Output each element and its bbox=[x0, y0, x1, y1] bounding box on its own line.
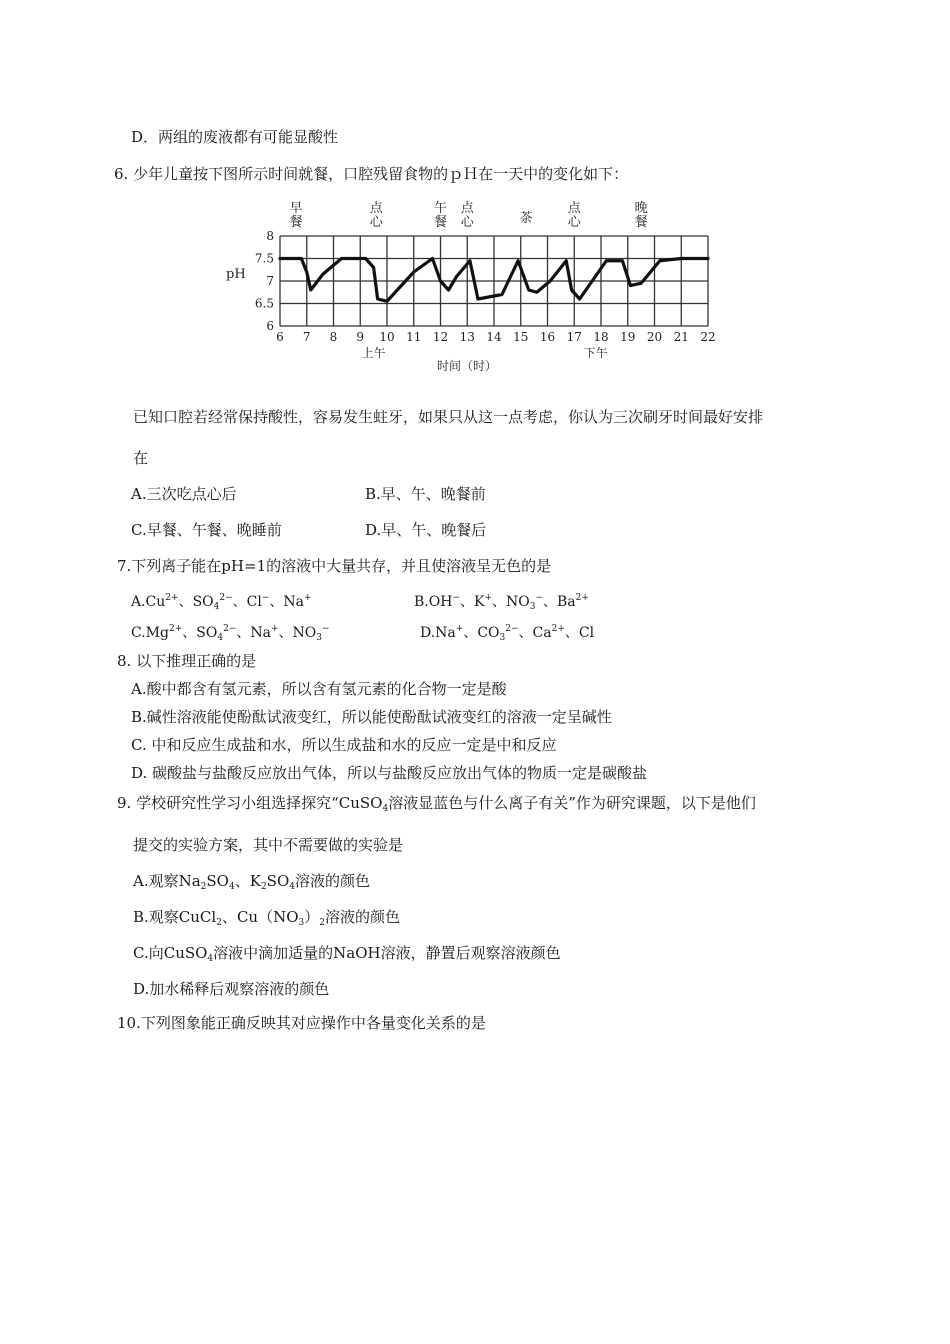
q6-option-b: B.早、午、晚餐前 bbox=[365, 485, 486, 503]
q7-option-a: $A.Cu^{2+}$、$SO_4^{2-}$、Cl−、Na+ bbox=[131, 593, 312, 612]
x-tick-label: 6 bbox=[276, 330, 284, 344]
meal-label: 晚 bbox=[634, 201, 648, 216]
meal-label: 点 bbox=[460, 201, 474, 216]
q9-option-b: B.观察CuCl$_2$、$Cu(NO_3)_2$溶液的颜色 bbox=[133, 908, 401, 928]
x-tick-label: 19 bbox=[620, 330, 636, 344]
x-tick-label: 22 bbox=[700, 330, 716, 344]
y-tick-label: 6.5 bbox=[254, 296, 274, 311]
q7-option-b: B.OH−、K+、$NO_3^-$、$Ba^{2+}$ bbox=[414, 593, 589, 612]
meal-labels bbox=[290, 200, 648, 230]
meal-label: 点 bbox=[369, 201, 383, 216]
q8-option-d: D. 碳酸盐与盐酸反应放出气体，所以与盐酸反应放出气体的物质一定是碳酸盐 bbox=[131, 764, 648, 782]
x-tick-label: 11 bbox=[406, 330, 422, 344]
q6-option-d: D.早、午、晚餐后 bbox=[365, 521, 487, 539]
ph-chart bbox=[222, 198, 742, 380]
meal-label: 心 bbox=[567, 215, 581, 230]
meal-label: 点 bbox=[567, 201, 581, 216]
y-tick-labels bbox=[255, 229, 274, 333]
q6-option-a: A.三次吃点心后 bbox=[131, 485, 237, 503]
x-tick-label: 18 bbox=[593, 330, 609, 344]
x-tick-label: 20 bbox=[646, 330, 663, 344]
q7-stem: 7.下列离子能在pH=1的溶液中大量共存，并且使溶液呈无色的是 bbox=[117, 557, 552, 575]
period-labels bbox=[362, 345, 608, 360]
q8-option-c: C. 中和反应生成盐和水，所以生成盐和水的反应一定是中和反应 bbox=[131, 736, 557, 754]
meal-label: 餐 bbox=[634, 215, 648, 230]
period-label: 上午 bbox=[361, 346, 386, 360]
meal-label: 餐 bbox=[289, 215, 303, 230]
x-tick-label: 14 bbox=[486, 330, 502, 344]
meal-label: 心 bbox=[460, 215, 474, 230]
meal-label: 早 bbox=[289, 201, 303, 216]
y-axis-label: pH bbox=[226, 267, 246, 282]
q7-option-c: $C.Mg^{2+}$、$SO_4^{2-}$、Na+、$NO_3^-$ bbox=[131, 624, 330, 643]
y-tick-label: 7 bbox=[266, 274, 274, 288]
meal-label: 茶 bbox=[519, 211, 533, 226]
x-tick-label: 13 bbox=[459, 330, 475, 344]
q9-option-c: C.向CuSO$_4$溶液中滴加适量的NaOH溶液，静置后观察溶液颜色 bbox=[133, 944, 561, 964]
meal-label: 午 bbox=[433, 201, 448, 216]
q10-stem: 10.下列图象能正确反映其对应操作中各量变化关系的是 bbox=[117, 1014, 486, 1032]
x-tick-label: 15 bbox=[513, 330, 529, 344]
q9-stem-line2: 提交的实验方案，其中不需要做的实验是 bbox=[133, 836, 404, 854]
y-tick-label: 8 bbox=[266, 229, 274, 243]
period-label: 下午 bbox=[583, 346, 608, 360]
q6-body-line2: 在 bbox=[133, 449, 149, 467]
q6-stem: 6. 少年儿童按下图所示时间就餐，口腔残留食物的ｐＨ在一天中的变化如下： bbox=[114, 165, 629, 183]
q8-stem: 8. 以下推理正确的是 bbox=[117, 652, 257, 670]
x-tick-label: 9 bbox=[356, 330, 365, 344]
q9-option-d: D.加水稀释后观察溶液的颜色 bbox=[133, 980, 330, 998]
x-tick-label: 12 bbox=[432, 330, 449, 344]
q9-stem: 9. 学校研究性学习小组选择探究“CuSO$_4$溶液显蓝色与什么离子有关”作为研究课题，以下是他们 bbox=[117, 794, 756, 814]
x-tick-label: 17 bbox=[566, 330, 582, 344]
meal-label: 心 bbox=[369, 215, 383, 230]
x-tick-label: 10 bbox=[379, 330, 395, 344]
q7-option-d: D.Na+、$CO_3^{2-}$、$Ca^{2+}$、Cl bbox=[420, 624, 595, 643]
q6-body-line1: 已知口腔若经常保持酸性，容易发生蛀牙，如果只从这一点考虑，你认为三次刷牙时间最好安排 bbox=[133, 408, 764, 426]
y-tick-label: 7.5 bbox=[254, 251, 274, 266]
x-tick-label: 16 bbox=[539, 330, 556, 344]
x-tick-label: 21 bbox=[673, 330, 689, 344]
x-tick-label: 8 bbox=[329, 330, 338, 344]
x-axis-label: 时间（时） bbox=[436, 359, 498, 373]
x-tick-label: 7 bbox=[302, 330, 311, 344]
q5-option-d: D．两组的废液都有可能显酸性 bbox=[131, 128, 339, 146]
q6-option-c: C.早餐、午餐、晚睡前 bbox=[131, 521, 282, 539]
q8-option-a: A.酸中都含有氢元素，所以含有氢元素的化合物一定是酸 bbox=[131, 680, 507, 698]
x-tick-labels bbox=[276, 330, 715, 344]
y-tick-label: 6 bbox=[266, 319, 274, 333]
q9-option-a: A.观察$Na_2SO_4$、$K_2SO_4$溶液的颜色 bbox=[133, 872, 370, 892]
meal-label: 餐 bbox=[433, 215, 448, 230]
q8-option-b: B.碱性溶液能使酚酞试液变红，所以能使酚酞试液变红的溶液一定呈碱性 bbox=[131, 708, 612, 726]
